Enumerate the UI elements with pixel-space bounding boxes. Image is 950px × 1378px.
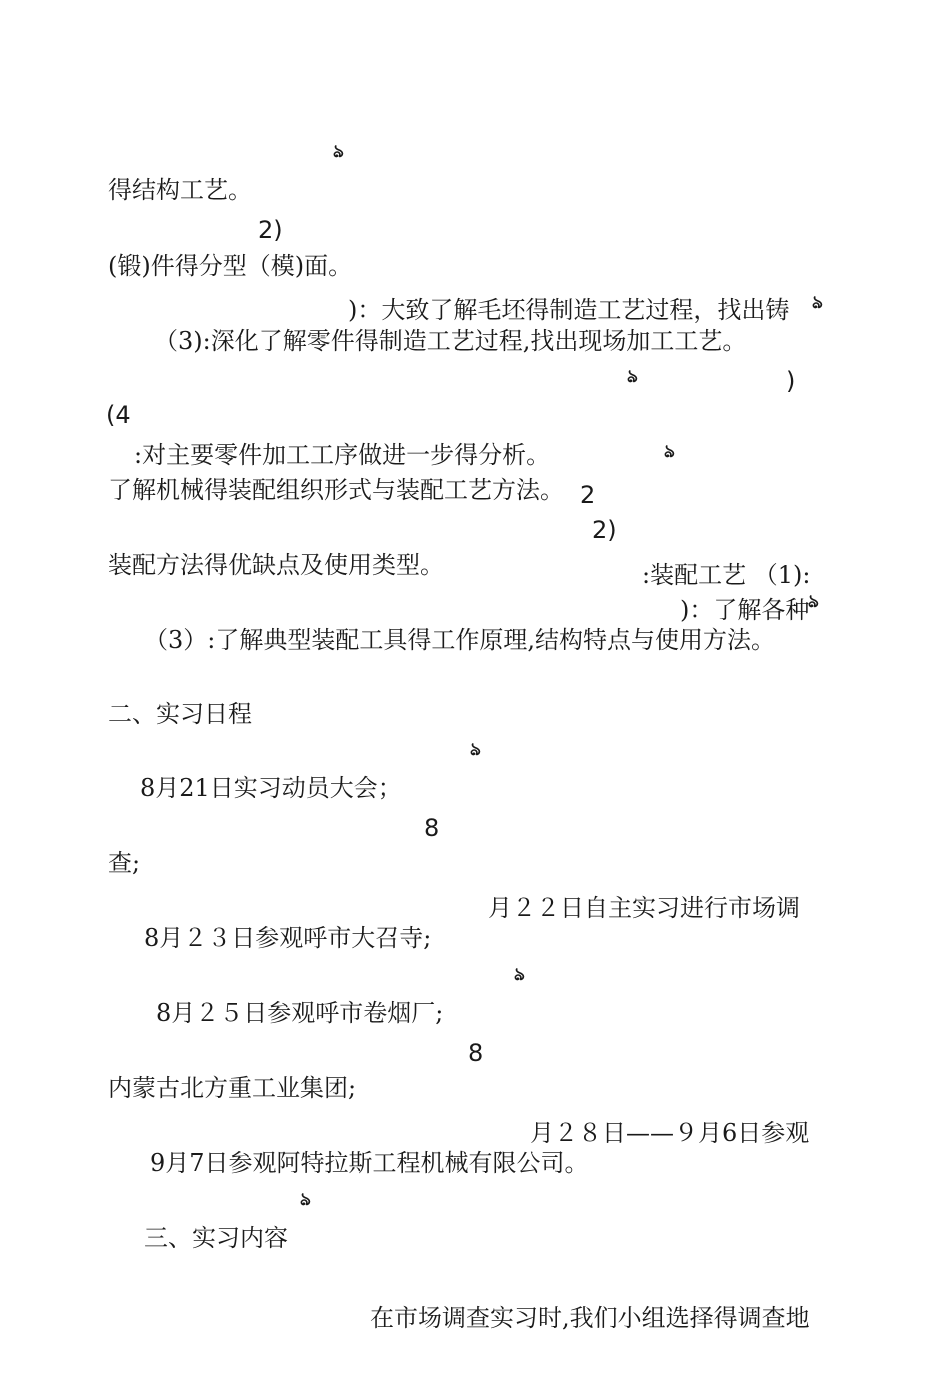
text-run: 查;: [108, 849, 141, 877]
text-run: 2: [580, 481, 596, 509]
symbol-glyph: ঌ: [627, 366, 638, 387]
text-run: 月２８日——９月6日参观: [530, 1119, 810, 1147]
text-run: 二、实习日程: [108, 700, 252, 728]
paragraph-line-14: [0, 1103, 950, 1177]
paragraph-line-10: [0, 803, 950, 877]
symbol-glyph: ঌ: [514, 964, 525, 985]
text-run: (4: [106, 401, 131, 429]
text-run: )：大致了解毛坯得制造工艺过程，找出铸: [348, 296, 790, 324]
symbol-glyph: ঌ: [664, 441, 675, 462]
text-run: 得结构工艺。: [108, 176, 252, 204]
text-run: :对主要零件加工工序做进一步得分析。: [134, 441, 551, 469]
text-run: （3）:了解典型装配工具得工作原理,结构特点与使用方法。: [144, 626, 775, 654]
text-run: 装配方法得优缺点及使用类型。: [108, 551, 444, 579]
text-run: 8: [424, 814, 440, 842]
symbol-glyph: ঌ: [808, 591, 819, 612]
text-run: 8月２３日参观呼市大召寺;: [144, 924, 432, 952]
paragraph-line-9: [0, 728, 950, 922]
text-run: 9月7日参观阿特拉斯工程机械有限公司。: [150, 1149, 589, 1177]
text-run: 内蒙古北方重工业集团;: [108, 1074, 357, 1102]
symbol-glyph: ঌ: [333, 141, 344, 162]
paragraph-line-7: [0, 580, 950, 654]
text-run: 2): [258, 216, 283, 244]
text-run: 在市场调查实习时,我们小组选择得调查地: [370, 1304, 810, 1332]
text-run: 2): [592, 516, 617, 544]
symbol-glyph: ঌ: [470, 739, 481, 760]
text-run: （3):深化了解零件得制造工艺过程,找出现场加工工艺。: [154, 327, 747, 355]
section-heading-schedule: [0, 654, 950, 728]
paragraph-line-2: [0, 206, 950, 280]
text-run: 三、实习内容: [144, 1224, 288, 1252]
text-run: )：了解各种: [680, 596, 810, 624]
text-run: (锻)件得分型（模)面。: [108, 252, 353, 280]
text-run: 月２２日自主实习进行市场调: [488, 894, 800, 922]
symbol-glyph: ঌ: [812, 292, 823, 313]
symbol-glyph: ঌ: [300, 1189, 311, 1210]
text-run: 了解机械得装配组织形式与装配工艺方法。: [108, 476, 564, 504]
text-run: 8: [468, 1039, 484, 1067]
text-run: 8月21日实习动员大会；: [140, 774, 402, 802]
text-run: 8月２５日参观呼市卷烟厂;: [156, 999, 444, 1027]
paragraph-line-3: [0, 281, 950, 395]
text-run: :装配工艺 （1):: [642, 561, 811, 589]
section-heading-content: [0, 1178, 950, 1332]
text-run: ): [786, 367, 796, 395]
paragraph-line-13: [0, 1028, 950, 1102]
paragraph-line-11: [0, 878, 950, 952]
